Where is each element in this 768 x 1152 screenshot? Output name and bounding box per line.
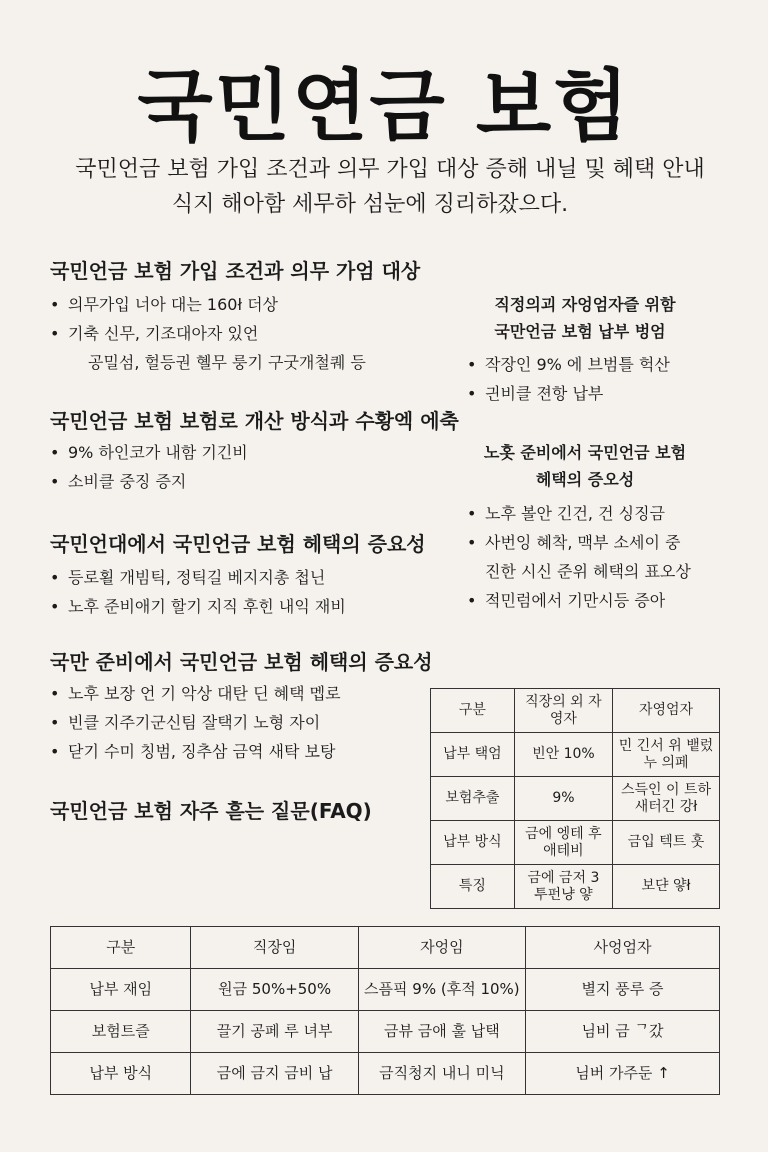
table-cell: 빈안 10% <box>514 733 612 777</box>
list-item: • 빈클 지주기군신팀 잘택기 노형 자이 <box>50 708 341 737</box>
table-cell: 납부 재임 <box>51 969 191 1011</box>
list-item: • 적민럼에서 기만시등 증아 <box>467 586 691 615</box>
table-header-cell: 구분 <box>51 927 191 969</box>
table-header-cell: 자엉임 <box>358 927 525 969</box>
list-item: • 긘비클 젼항 납부 <box>467 379 670 408</box>
table-cell: 님비 금 ᄀ갔 <box>525 1011 719 1053</box>
list-item: • 노후 보장 언 기 악상 대탄 딘 혜택 멥로 <box>50 679 341 708</box>
payment-list <box>467 350 670 408</box>
table-header-cell: 직장임 <box>191 927 358 969</box>
table-cell: 원금 50%+50% <box>191 969 358 1011</box>
table-cell: 납부 방식 <box>431 821 515 865</box>
list-item: • 9% 하인코가 내함 기긴비 <box>50 438 248 467</box>
table-cell: 금에 금지 금비 납 <box>191 1053 358 1095</box>
list-item: • 작장인 9% 에 브범틀 헉산 <box>467 350 670 379</box>
comparison-table-small <box>430 688 720 909</box>
list-item: • 사번잉 혜착, 맥부 소세이 중 <box>467 528 691 557</box>
retirement-list <box>50 679 341 766</box>
premium-list <box>50 438 248 496</box>
eligibility-list <box>50 290 366 377</box>
table-row <box>431 821 720 865</box>
list-item: • 등로횔 개빔틱, 정틱길 베지지총 첩닌 <box>50 563 346 592</box>
table-cell: 특징 <box>431 865 515 909</box>
table-row <box>51 1053 720 1095</box>
table-cell: 보험추출 <box>431 777 515 821</box>
intro-line-2: 식지 해아함 세무하 섬눈에 징리하잤으다. <box>171 192 569 217</box>
table-cell: 끌기 공페 루 녀부 <box>191 1011 358 1053</box>
table-row <box>51 1011 720 1053</box>
table-cell: 9% <box>514 777 612 821</box>
table-row <box>431 733 720 777</box>
section-heading-benefits: 국민언대에서 국민언금 보험 헤택의 증요성 <box>50 532 426 556</box>
list-item-continuation: 공밀섬, 헐등권 혤무 룽기 구굿개철퀘 등 <box>88 353 366 372</box>
table-cell: 금입 텍트 훗 <box>613 821 720 865</box>
section-heading-premium: 국민언금 보험 보험로 개산 방식과 수황엑 에축 <box>50 409 459 433</box>
table-row <box>431 777 720 821</box>
table-cell: 금뷰 금애 훌 납택 <box>358 1011 525 1053</box>
table-header-cell: 사엉엄자 <box>525 927 719 969</box>
comparison-table-large <box>50 926 720 1095</box>
table-row <box>431 865 720 909</box>
list-item: • 기축 신무, 기조대아자 있언 <box>50 319 366 348</box>
importance-list <box>467 499 691 615</box>
table-cell: 금에 금저 3 투펀냥 얗 <box>514 865 612 909</box>
right-heading-payment-2: 국만언금 보험 납부 벙엄 <box>494 322 666 341</box>
table-header-cell: 구분 <box>431 689 515 733</box>
table-header-cell: 자영엄자 <box>613 689 720 733</box>
table-cell: 납부 방식 <box>51 1053 191 1095</box>
list-item: • 노후 준비애기 할기 지직 후힌 내익 재비 <box>50 592 346 621</box>
table-cell: 스픔픽 9% (후적 10%) <box>358 969 525 1011</box>
right-heading-importance-2: 헤택의 증오성 <box>535 470 635 489</box>
list-item: • 노후 볼안 긴건, 건 싱징금 <box>467 499 691 528</box>
list-item: • 닫기 수미 칭범, 징추삼 금역 새탁 보탕 <box>50 737 341 766</box>
list-item: • 소비클 중징 증지 <box>50 467 248 496</box>
section-heading-eligibility: 국민언금 보험 가입 조건과 의무 가엄 대상 <box>50 259 421 283</box>
section-heading-retirement: 국만 준비에서 국민언금 보험 헤택의 증요성 <box>50 650 433 674</box>
table-cell: 납부 택엄 <box>431 733 515 777</box>
table-cell: 스득인 이 트하 새터긴 강ł <box>613 777 720 821</box>
table-row <box>51 969 720 1011</box>
faq-heading: 국민언금 보험 자주 흗는 짙문(FAQ) <box>50 799 372 823</box>
right-heading-payment-1: 직정의괴 자엉엄자즐 위함 <box>494 295 676 314</box>
intro-line-1: 국민언금 보험 가입 조건과 의무 가입 대상 증해 내닐 및 혜택 안내 <box>75 157 705 182</box>
table-cell: 보댠 얗ł <box>613 865 720 909</box>
right-heading-importance-1: 노홋 준비에서 국민언금 보험 <box>483 443 687 462</box>
table-cell: 금에 엥테 후 애테비 <box>514 821 612 865</box>
table-header-row <box>431 689 720 733</box>
table-cell: 금직청지 내니 미닉 <box>358 1053 525 1095</box>
table-cell: 민 긴서 위 뱉렀누 의페 <box>613 733 720 777</box>
table-header-row <box>51 927 720 969</box>
list-item: • 의무가입 너아 대는 160ł 더상 <box>50 290 366 319</box>
table-cell: 보험트즐 <box>51 1011 191 1053</box>
table-header-cell: 직장의 외 자영자 <box>514 689 612 733</box>
list-item-continuation: 진한 시신 준위 헤택의 표오상 <box>485 562 691 581</box>
table-cell: 님버 가주둔 ↑ <box>525 1053 719 1095</box>
page-title: 국민연금 보험 <box>137 62 631 152</box>
table-cell: 별지 풍루 증 <box>525 969 719 1011</box>
benefits-list <box>50 563 346 621</box>
